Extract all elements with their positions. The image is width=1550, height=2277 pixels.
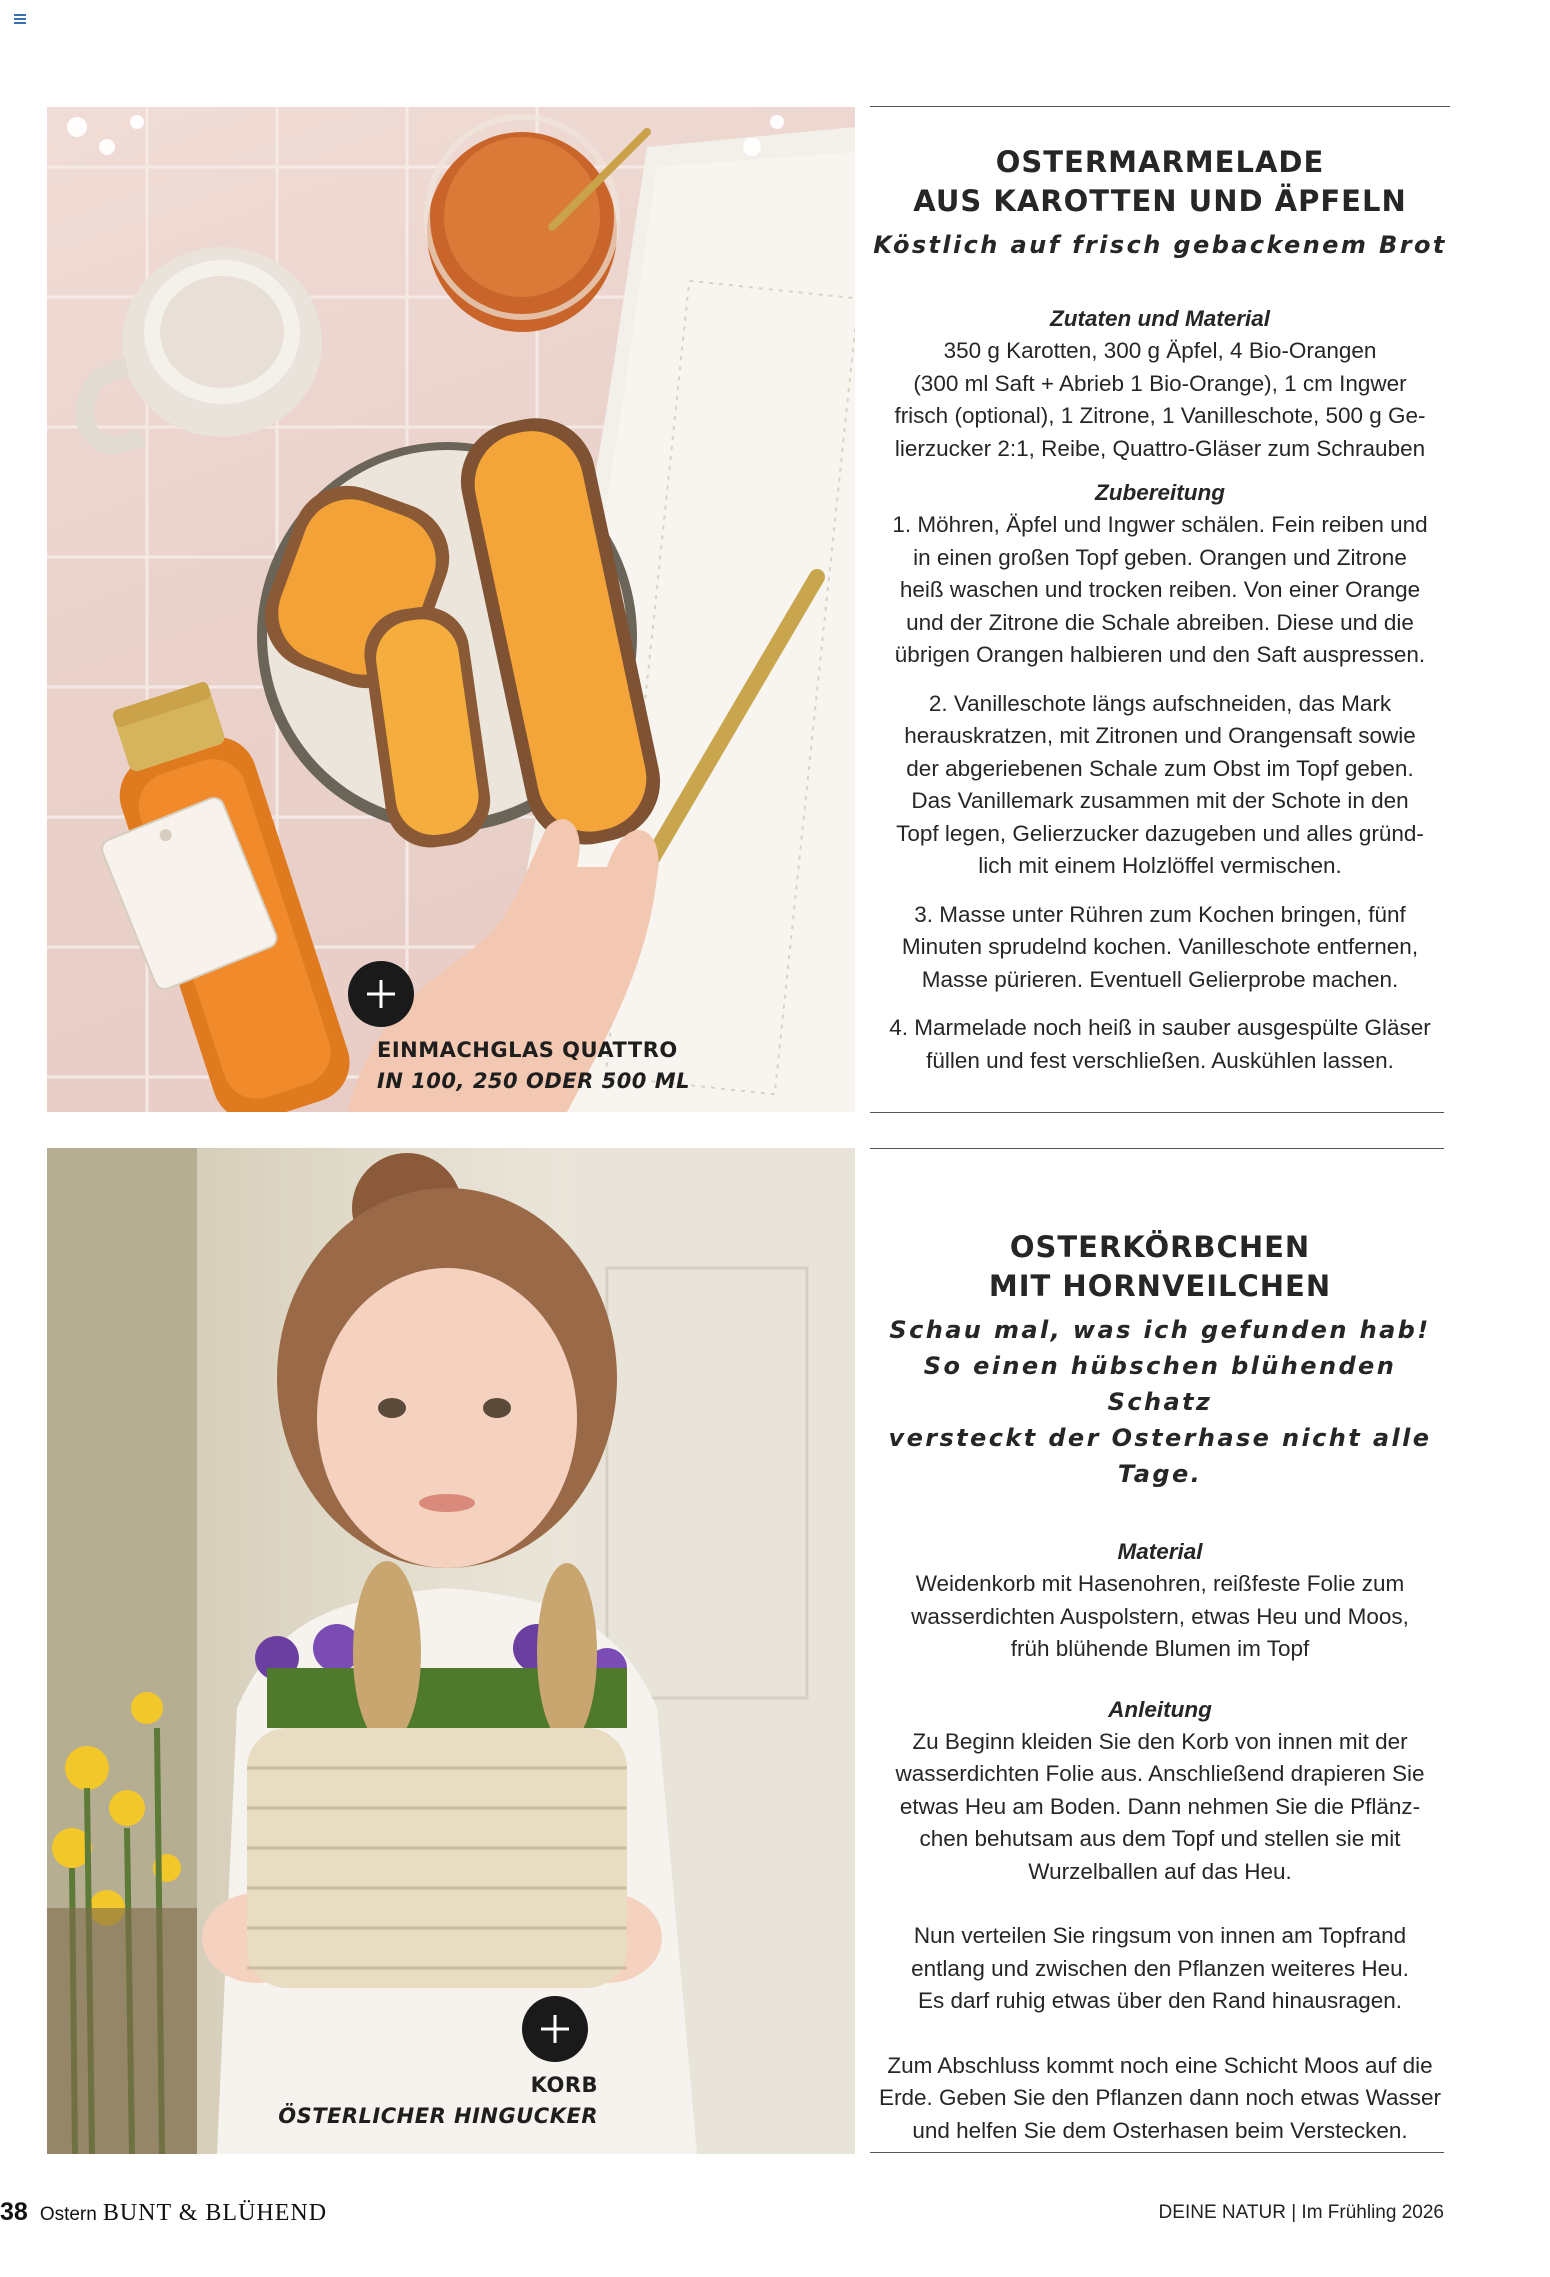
text-line: entlang und zwischen den Pflanzen weiteres Heu. bbox=[911, 1955, 1409, 1981]
material-heading: Material bbox=[1117, 1539, 1203, 1564]
recipe-osterkoerbchen bbox=[870, 1228, 1450, 2147]
section2-top-rule bbox=[870, 1148, 1444, 1149]
text-line: 3. Masse unter Rühren zum Kochen bringen, fünf bbox=[914, 901, 1406, 927]
recipe-title-line1: OSTERKÖRBCHEN bbox=[1009, 1230, 1311, 1264]
top-rule bbox=[870, 106, 1450, 107]
text-line: und helfen Sie dem Osterhasen beim Verstecken. bbox=[912, 2117, 1408, 2143]
plus-badge[interactable] bbox=[522, 1996, 588, 2062]
step-4 bbox=[870, 1012, 1450, 1077]
text-line: und der Zitrone die Schale abreiben. Diese und die bbox=[906, 609, 1414, 635]
text-line: versteckt der Osterhase nicht alle Tage. bbox=[888, 1424, 1432, 1488]
text-line: Weidenkorb mit Hasenohren, reißfeste Folie zum bbox=[915, 1571, 1405, 1596]
prep-heading: Zubereitung bbox=[1095, 480, 1225, 505]
text-line: Schau mal, was ich gefunden hab! bbox=[889, 1316, 1431, 1344]
caption-line2: IN 100, 250 ODER 500 ML bbox=[377, 1069, 691, 1093]
guide-para-3 bbox=[870, 2050, 1450, 2148]
recipe-title-line1: OSTERMARMELADE bbox=[995, 145, 1325, 179]
recipe-title-line2: AUS KAROTTEN UND ÄPFELN bbox=[913, 184, 1407, 218]
recipe-subtitle bbox=[870, 1312, 1450, 1492]
plus-icon bbox=[537, 2011, 573, 2047]
text-line: etwas Heu am Boden. Dann nehmen Sie die Pflänz- bbox=[899, 1793, 1421, 1819]
footer-left bbox=[0, 2198, 327, 2227]
text-line: wasserdichten Folie aus. Anschließend drapieren Sie bbox=[895, 1761, 1425, 1786]
text-line: wasserdichten Auspolstern, etwas Heu und Moos, bbox=[911, 1603, 1409, 1629]
text-line: chen behutsam aus dem Topf und stellen sie mit bbox=[919, 1826, 1401, 1851]
recipe-marmelade bbox=[870, 143, 1450, 1077]
text-line: Masse pürieren. Eventuell Gelierprobe machen. bbox=[921, 966, 1399, 992]
step-1 bbox=[870, 509, 1450, 672]
menu-icon[interactable] bbox=[14, 14, 26, 24]
footer-magazine: DEINE NATUR | Im Frühling 2026 bbox=[1158, 2202, 1444, 2223]
text-line: So einen hübschen blühenden Schatz bbox=[923, 1352, 1397, 1416]
text-line: früh blühende Blumen im Topf bbox=[1010, 1636, 1310, 1661]
text-line: 4. Marmelade noch heiß in sauber ausgespülte Gläser bbox=[889, 1015, 1431, 1040]
guide-heading: Anleitung bbox=[1108, 1696, 1212, 1722]
caption-line2: ÖSTERLICHER HINGUCKER bbox=[278, 2104, 598, 2128]
text-line: Das Vanillemark zusammen mit der Schote in den bbox=[911, 788, 1409, 813]
text-line: Wurzelballen auf das Heu. bbox=[1028, 1858, 1292, 1884]
photo-caption bbox=[265, 2070, 598, 2132]
plus-badge[interactable] bbox=[348, 961, 414, 1027]
text-line: Erde. Geben Sie den Pflanzen dann noch etwas Wasser bbox=[878, 2085, 1441, 2110]
guide-para-1 bbox=[870, 1726, 1450, 1889]
marmalade-photo bbox=[47, 107, 855, 1112]
step-3 bbox=[870, 899, 1450, 997]
plus-icon bbox=[363, 976, 399, 1012]
text-line: Es darf ruhig etwas über den Rand hinausragen. bbox=[917, 1988, 1403, 2013]
text-line: Zum Abschluss kommt noch eine Schicht Moos auf die bbox=[887, 2052, 1433, 2078]
text-line: Nun verteilen Sie ringsum von innen am Topfrand bbox=[913, 1923, 1407, 1948]
page-number: 38 bbox=[0, 2198, 28, 2226]
text-line: Minuten sprudelnd kochen. Vanilleschote entfernen, bbox=[901, 934, 1419, 959]
text-line: der abgeriebenen Schale zum Obst im Topf geben. bbox=[906, 755, 1414, 781]
text-line: herauskratzen, mit Zitronen und Orangensaft sowie bbox=[904, 723, 1416, 748]
text-line: 350 g Karotten, 300 g Äpfel, 4 Bio-Orangen bbox=[943, 338, 1377, 363]
text-line: heiß waschen und trocken reiben. Von einer Orange bbox=[899, 577, 1421, 602]
text-line: lierzucker 2:1, Reibe, Quattro-Gläser zum Schrauben bbox=[894, 435, 1426, 461]
footer-brand: BUNT & BLÜHEND bbox=[102, 2200, 328, 2226]
text-line: frisch (optional), 1 Zitrone, 1 Vanilleschote, 500 g Ge- bbox=[894, 403, 1426, 428]
middle-rule bbox=[870, 1112, 1444, 1113]
text-line: füllen und fest verschließen. Auskühlen lassen. bbox=[926, 1047, 1394, 1073]
text-line: in einen großen Topf geben. Orangen und Zitrone bbox=[913, 544, 1407, 570]
text-line: lich mit einem Holzlöffel vermischen. bbox=[978, 853, 1342, 878]
text-line: Topf legen, Gelierzucker dazugeben und alles gründ- bbox=[896, 820, 1424, 846]
text-line: 1. Möhren, Äpfel und Ingwer schälen. Fein reiben und bbox=[892, 512, 1428, 537]
material-text bbox=[870, 1568, 1450, 1666]
basket-illustration bbox=[47, 1148, 855, 2154]
ingredients-heading: Zutaten und Material bbox=[1049, 306, 1270, 331]
text-line: Zu Beginn kleiden Sie den Korb von innen mit der bbox=[912, 1728, 1408, 1754]
text-line: 2. Vanilleschote längs aufschneiden, das Mark bbox=[928, 690, 1392, 716]
footer-section: Ostern bbox=[39, 2204, 97, 2225]
ingredients-text bbox=[870, 335, 1450, 465]
basket-photo bbox=[47, 1148, 855, 2154]
recipe-subtitle: Köstlich auf frisch gebackenem Brot bbox=[873, 231, 1447, 259]
text-line: (300 ml Saft + Abrieb 1 Bio-Orange), 1 cm Ingwer bbox=[913, 370, 1407, 396]
marmalade-illustration bbox=[47, 107, 855, 1112]
guide-para-2 bbox=[870, 1920, 1450, 2018]
text-line: übrigen Orangen halbieren und den Saft auspressen. bbox=[894, 642, 1426, 667]
caption-line1: EINMACHGLAS QUATTRO bbox=[377, 1038, 678, 1062]
caption-line1: KORB bbox=[530, 2073, 598, 2097]
photo-caption bbox=[377, 1035, 690, 1097]
bottom-rule bbox=[870, 2152, 1444, 2153]
step-2 bbox=[870, 688, 1450, 883]
recipe-title-line2: MIT HORNVEILCHEN bbox=[988, 1269, 1332, 1303]
